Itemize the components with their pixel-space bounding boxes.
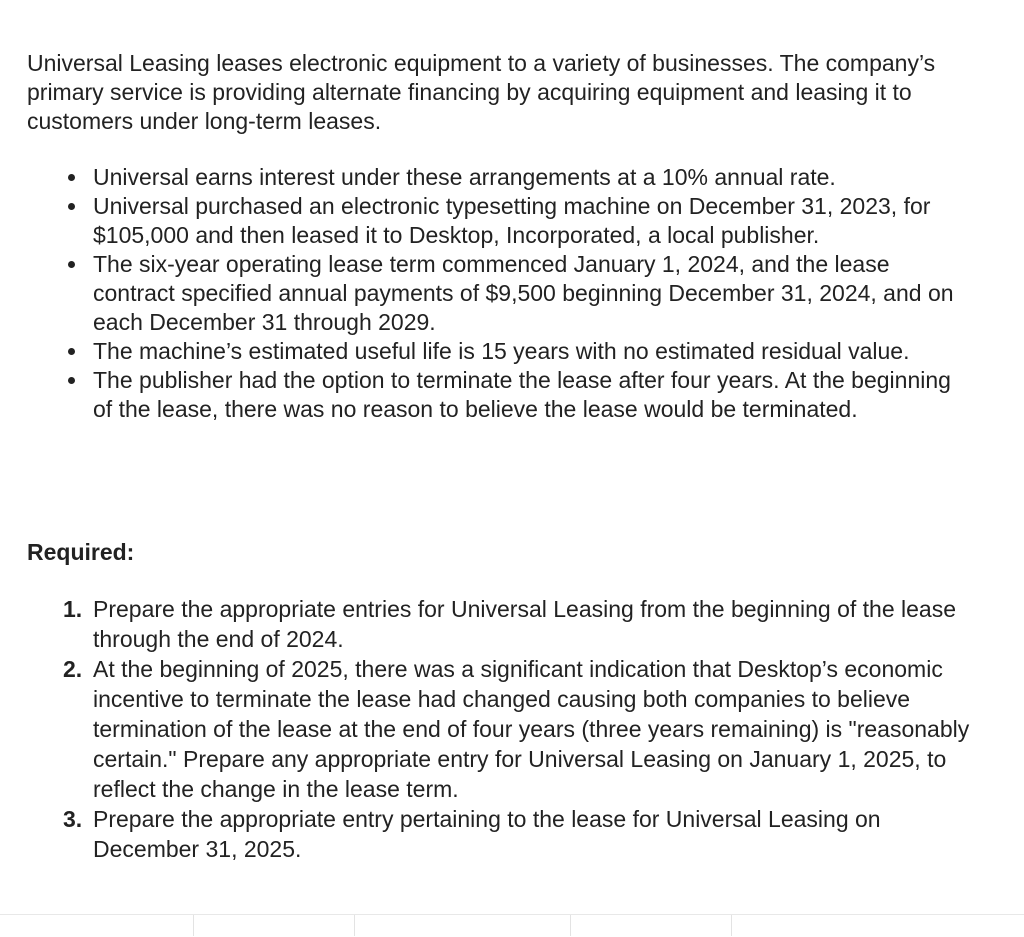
table-column-divider (731, 915, 732, 936)
required-heading: Required: (27, 539, 135, 565)
requirement-number: 1. (63, 596, 83, 622)
bullet-icon (68, 348, 75, 355)
fact-text: Universal purchased an electronic typesetting machine on December 31, 2023, for $105,000 and then leased it to Desktop, Incorporated, a local publisher. (93, 193, 931, 248)
requirement-text: Prepare the appropriate entry pertaining to the lease for Universal Leasing on December 31, 2025. (93, 806, 881, 862)
requirement-item (63, 804, 993, 864)
intro-paragraph: Universal Leasing leases electronic equipment to a variety of businesses. The company’s primary service is providing alternate financing by acquiring equipment and leasing it to customers under long-term leases. (27, 50, 936, 134)
fact-item (93, 337, 973, 366)
fact-item (93, 366, 973, 424)
bullet-icon (68, 377, 75, 384)
fact-text: The six-year operating lease term commenced January 1, 2024, and the lease contract specified annual payments of $9,500 beginning December 31, 2024, and on each December 31 through 2029. (93, 251, 954, 335)
bullet-icon (68, 203, 75, 210)
requirement-text: Prepare the appropriate entries for Universal Leasing from the beginning of the lease through the end of 2024. (93, 596, 957, 652)
requirements-list (63, 594, 993, 864)
bullet-icon (68, 174, 75, 181)
answer-table-top-edge (0, 914, 1024, 937)
fact-item (93, 192, 973, 250)
fact-text: The publisher had the option to terminate the lease after four years. At the beginning of the lease, there was no reason to believe the lease would be terminated. (93, 367, 951, 422)
facts-list (93, 163, 973, 424)
table-column-divider (354, 915, 355, 936)
requirement-number: 3. (63, 806, 83, 832)
requirement-number: 2. (63, 656, 83, 682)
table-column-divider (193, 915, 194, 936)
fact-text: The machine’s estimated useful life is 15 years with no estimated residual value. (93, 338, 910, 364)
fact-text: Universal earns interest under these arrangements at a 10% annual rate. (93, 164, 836, 190)
fact-item (93, 163, 973, 192)
requirement-item (63, 654, 993, 804)
requirement-text: At the beginning of 2025, there was a significant indication that Desktop’s economic incentive to terminate the lease had changed causing both companies to believe termination of the lease at the end of four years (three years remaining) is "reasonably certain." Prepare any appropriate entry for Universal Leasing on January 1, 2025, to reflect the change in the lease term. (93, 656, 970, 802)
fact-item (93, 250, 973, 337)
table-column-divider (570, 915, 571, 936)
bullet-icon (68, 261, 75, 268)
requirement-item (63, 594, 993, 654)
